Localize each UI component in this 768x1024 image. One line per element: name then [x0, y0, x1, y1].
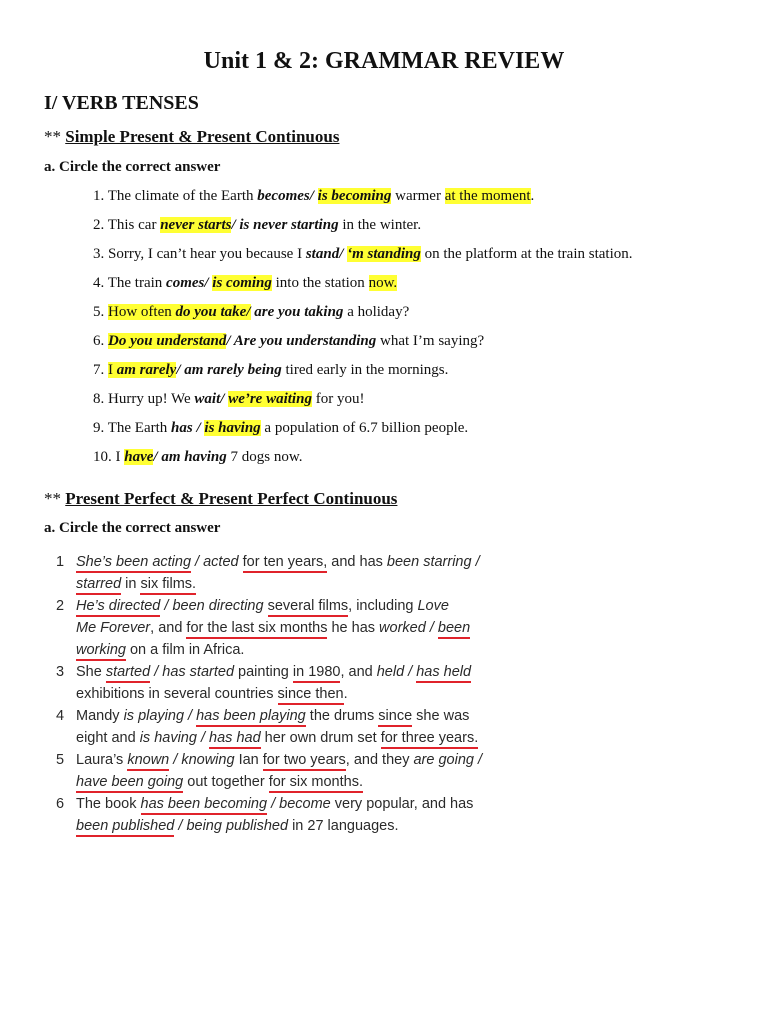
question-5: 5. How often do you take/ are you taking a holiday?: [93, 304, 410, 320]
page-title: Unit 1 & 2: GRAMMAR REVIEW: [203, 48, 565, 74]
exercise-item-2-line-3: working on a film in Africa.: [76, 642, 244, 658]
exercise-item-5-line-2: have been going out together for six months.: [76, 774, 363, 790]
exercise-item-2-line-2: Me Forever, and for the last six months he has worked / been: [76, 620, 470, 636]
part2-instruction: a. Circle the correct answer: [44, 520, 221, 536]
part1-instruction: a. Circle the correct answer: [44, 159, 221, 175]
question-10: 10. I have/ am having 7 dogs now.: [93, 449, 303, 465]
question-2: 2. This car never starts/ is never starting in the winter.: [93, 217, 422, 233]
question-7: 7. I am rarely/ am rarely being tired early in the mornings.: [93, 362, 449, 378]
question-8: 8. Hurry up! We wait/ we’re waiting for you!: [93, 391, 365, 407]
question-4: 4. The train comes/ is coming into the station now.: [93, 275, 398, 291]
exercise-item-1-line-2: starred in six films.: [76, 576, 196, 592]
part1-heading: ** Simple Present & Present Continuous: [44, 127, 340, 146]
exercise-item-4-line-2: eight and is having / has had her own drum set for three years.: [76, 730, 478, 746]
exercise-item-3-line-2: exhibitions in several countries since then.: [76, 686, 348, 702]
exercise-item-6-line-2: been published / being published in 27 languages.: [76, 818, 399, 834]
question-1: 1. The climate of the Earth becomes/ is becoming warmer at the moment.: [93, 188, 535, 204]
question-3: 3. Sorry, I can’t hear you because I stand/ ‘m standing on the platform at the train station.: [93, 246, 633, 262]
section-title: I/ VERB TENSES: [44, 92, 199, 114]
part2-heading: ** Present Perfect & Present Perfect Continuous: [44, 489, 398, 508]
question-9: 9. The Earth has / is having a population of 6.7 billion people.: [93, 420, 469, 436]
question-6: 6. Do you understand/ Are you understanding what I’m saying?: [93, 333, 485, 349]
